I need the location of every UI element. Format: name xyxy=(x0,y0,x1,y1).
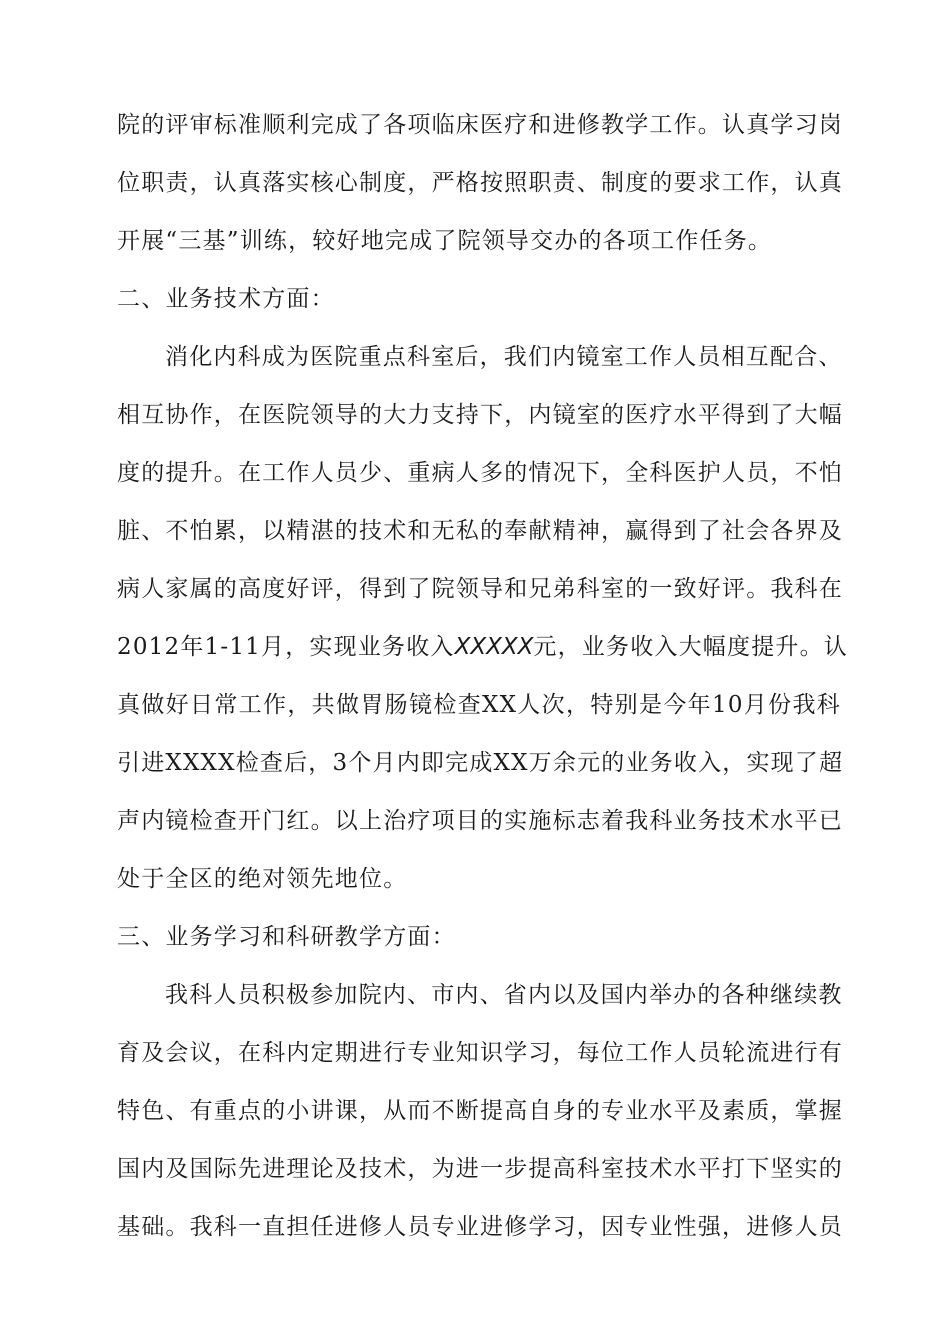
section-heading-study-research: 三、业务学习和科研教学方面： xyxy=(117,924,456,950)
paragraph-line-16: 我科人员积极参加院内、市内、省内以及国内举办的各种继续教 xyxy=(165,982,843,1008)
paragraph-line-9: 病人家属的高度好评，得到了院领导和兄弟科室的一致好评。我科在 xyxy=(117,576,843,602)
section-heading-business-technology: 二、业务技术方面： xyxy=(117,286,335,312)
line-10-part-a: 2012年1-11月，实现业务收入 xyxy=(117,634,455,660)
paragraph-line-1: 院的评审标准顺利完成了各项临床医疗和进修教学工作。认真学习岗 xyxy=(117,112,843,138)
revenue-amount: XXXXX xyxy=(454,634,534,660)
paragraph-line-20: 基础。我科一直担任进修人员专业进修学习，因专业性强，进修人员 xyxy=(117,1214,843,1240)
line-10-part-c: 元，业务收入大幅度提升。认 xyxy=(533,634,849,660)
paragraph-line-14: 处于全区的绝对领先地位。 xyxy=(117,866,408,892)
paragraph-line-11: 真做好日常工作，共做胃肠镜检查XX人次，特别是今年10月份我科 xyxy=(117,692,841,718)
paragraph-line-5: 消化内科成为医院重点科室后，我们内镜室工作人员相互配合、 xyxy=(165,344,843,370)
paragraph-line-6: 相互协作，在医院领导的大力支持下，内镜室的医疗水平得到了大幅 xyxy=(117,402,843,428)
paragraph-line-13: 声内镜检查开门红。以上治疗项目的实施标志着我科业务技术水平已 xyxy=(117,808,843,834)
paragraph-line-12: 引进XXXX检查后，3个月内即完成XX万余元的业务收入，实现了超 xyxy=(117,750,844,776)
paragraph-line-3: 开展“三基”训练，较好地完成了院领导交办的各项工作任务。 xyxy=(117,228,773,254)
paragraph-line-8: 脏、不怕累，以精湛的技术和无私的奉献精神，赢得到了社会各界及 xyxy=(117,518,843,544)
paragraph-line-17: 育及会议，在科内定期进行专业知识学习，每位工作人员轮流进行有 xyxy=(117,1040,843,1066)
paragraph-line-10 xyxy=(117,627,849,667)
paragraph-line-19: 国内及国际先进理论及技术，为进一步提高科室技术水平打下坚实的 xyxy=(117,1156,843,1182)
paragraph-line-7: 度的提升。在工作人员少、重病人多的情况下，全科医护人员，不怕 xyxy=(117,460,843,486)
paragraph-line-18: 特色、有重点的小讲课，从而不断提高自身的专业水平及素质，掌握 xyxy=(117,1098,843,1124)
paragraph-line-2: 位职责，认真落实核心制度，严格按照职责、制度的要求工作，认真 xyxy=(117,170,843,196)
